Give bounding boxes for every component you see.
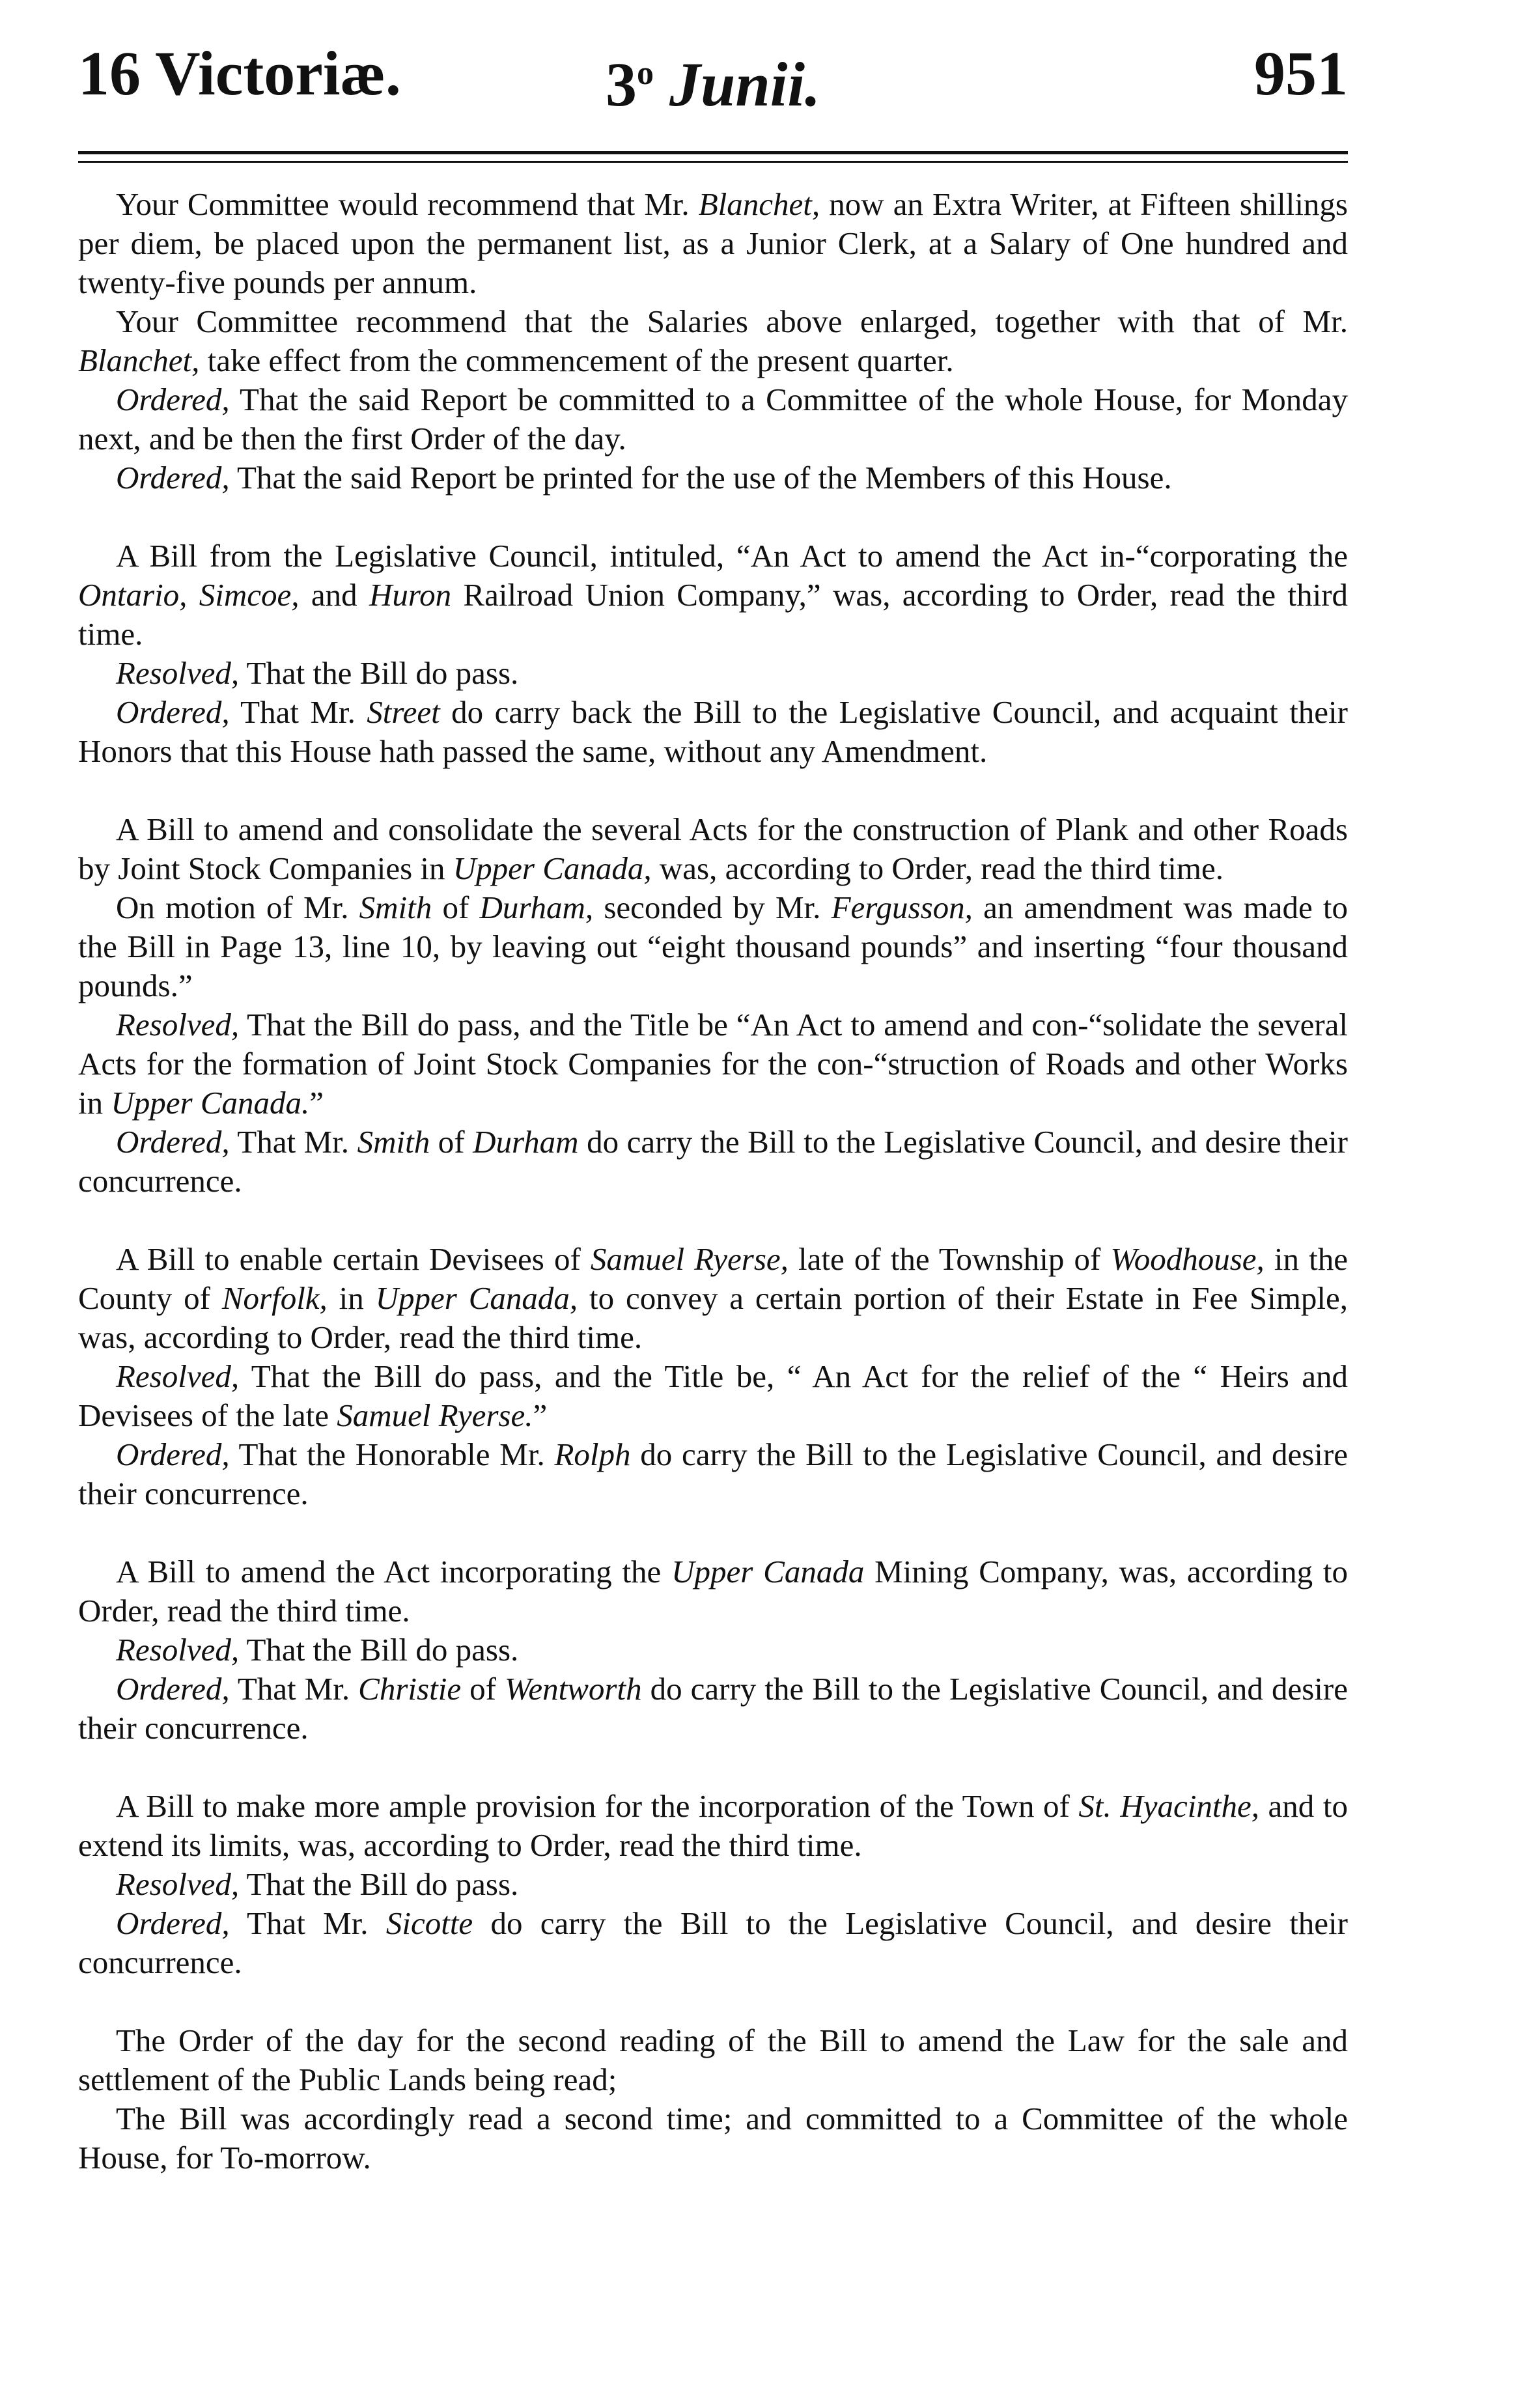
text-run: That the said Report be committed to a Committee of the whole House, for Monday next, and be then the first Order of the day. <box>78 382 1348 456</box>
journal-paragraph <box>78 810 1348 888</box>
journal-paragraph <box>78 1240 1348 1357</box>
italic-text-run: Blanchet, <box>698 186 820 222</box>
italic-text-run: Blanchet, <box>78 343 200 378</box>
text-run: late of the Township of <box>788 1241 1111 1277</box>
text-run: do carry the Bill to the Legislative Council, and desire their concurrence. <box>78 1671 1348 1746</box>
italic-text-run: Ordered, <box>116 1671 230 1707</box>
text-run: an amendment was made to the Bill in Page 13, line 10, by leaving out “eight thousand pounds” and inserting “four thousand pounds.” <box>78 889 1349 1003</box>
italic-text-run: Ordered, <box>116 1436 230 1472</box>
text-run: of <box>430 1124 473 1160</box>
italic-text-run: Durham <box>473 1124 579 1160</box>
journal-paragraph <box>78 693 1348 771</box>
italic-text-run: Wentworth <box>505 1671 642 1707</box>
text-run: That Mr. <box>229 1124 357 1160</box>
journal-paragraph <box>78 1631 1348 1670</box>
italic-text-run: Ordered, <box>116 1124 230 1160</box>
italic-text-run: Street <box>367 694 440 730</box>
journal-body <box>78 185 1348 2177</box>
italic-text-run: Upper Canada, <box>453 850 652 886</box>
text-run: Your Committee recommend that the Salaries above enlarged, together with that of Mr. <box>116 303 1348 339</box>
text-run: ” <box>309 1085 324 1121</box>
text-run: That Mr. <box>229 694 367 730</box>
text-run: That Mr. <box>229 1905 386 1941</box>
journal-paragraph <box>78 1005 1348 1123</box>
journal-paragraph <box>78 888 1348 1005</box>
italic-text-run: Samuel Ryerse. <box>337 1397 533 1433</box>
text-run: That the Bill do pass. <box>239 1632 519 1668</box>
text-run: That the Bill do pass. <box>239 655 519 691</box>
journal-paragraph <box>78 1552 1348 1631</box>
text-run: and <box>299 577 369 613</box>
text-run: On motion of Mr. <box>116 889 359 925</box>
italic-text-run: Ontario, Simcoe, <box>78 577 300 613</box>
journal-paragraph <box>78 1787 1348 1865</box>
text-run: Railroad Union Company,” was, according to Order, read the third time. <box>78 577 1349 652</box>
italic-text-run: Resolved, <box>116 655 240 691</box>
journal-paragraph <box>78 2099 1348 2177</box>
italic-text-run: Ordered, <box>116 460 230 496</box>
italic-text-run: Smith <box>359 889 432 925</box>
text-run: do carry the Bill to the Legislative Council, and desire their concurrence. <box>78 1905 1348 1980</box>
text-run: was, according to Order, read the third time. <box>651 850 1224 886</box>
journal-paragraph <box>78 380 1348 458</box>
header-regnal-year: 16 Victoriæ. <box>78 38 401 108</box>
text-run: Mining Company, was, according to Order, read the third time. <box>78 1554 1349 1629</box>
journal-paragraph <box>78 1435 1348 1513</box>
page-number: 951 <box>1254 38 1348 108</box>
text-run: and to extend its limits, was, according to Order, read the third time. <box>78 1788 1348 1863</box>
journal-paragraph <box>78 1904 1348 1982</box>
text-run: seconded by Mr. <box>593 889 832 925</box>
italic-text-run: Durham, <box>479 889 594 925</box>
italic-text-run: Resolved, <box>116 1866 240 1902</box>
text-run: That the Bill do pass, and the Title be “An Act to amend and con-“solidate the several Acts for the formation of Joint Stock Companies for the con-“struction of Roads and other Works in <box>78 1007 1348 1121</box>
italic-text-run: Ordered, <box>116 694 230 730</box>
italic-text-run: Ordered, <box>116 1905 230 1941</box>
text-run: A Bill to make more ample provision for the incorporation of the Town of <box>116 1788 1079 1824</box>
journal-paragraph <box>78 185 1348 302</box>
running-header <box>78 31 1348 119</box>
text-run: That the Honorable Mr. <box>229 1436 555 1472</box>
header-date-word: Junii. <box>669 49 821 119</box>
text-run: now an Extra Writer, at Fifteen shillings per diem, be placed upon the permanent list, as a Junior Clerk, at a Salary of One hundred and twenty-five pounds per annum. <box>78 186 1348 300</box>
text-run: A Bill from the Legislative Council, intituled, “An Act to amend the Act in-“corporating the <box>116 538 1348 574</box>
header-date-ordinal-suffix: o <box>636 55 654 92</box>
journal-paragraph <box>78 1357 1348 1435</box>
text-run: A Bill to amend and consolidate the several Acts for the construction of Plank and other Roads by Joint Stock Companies in <box>78 811 1348 886</box>
text-run: That Mr. <box>229 1671 359 1707</box>
italic-text-run: Resolved, <box>116 1632 240 1668</box>
text-run: That the said Report be printed for the use of the Members of this House. <box>229 460 1172 496</box>
italic-text-run: Woodhouse, <box>1110 1241 1265 1277</box>
italic-text-run: Fergusson, <box>831 889 973 925</box>
text-run: A Bill to amend the Act incorporating the <box>116 1554 672 1589</box>
text-run: Your Committee would recommend that Mr. <box>116 186 699 222</box>
italic-text-run: St. Hyacinthe, <box>1078 1788 1259 1824</box>
header-date <box>78 31 1348 127</box>
text-run: do carry the Bill to the Legislative Council, and desire their concurrence. <box>78 1436 1348 1511</box>
text-run: That the Bill do pass, and the Title be, “ An Act for the relief of the “ Heirs and Devisees of the late <box>78 1358 1348 1433</box>
text-run: ” <box>533 1397 548 1433</box>
italic-text-run: Norfolk, <box>221 1280 328 1316</box>
journal-paragraph <box>78 302 1348 380</box>
journal-paragraph <box>78 1123 1348 1201</box>
header-double-rule <box>78 151 1348 163</box>
text-run: do carry back the Bill to the Legislative Council, and acquaint their Honors that this House hath passed the same, without any Amendment. <box>78 694 1348 769</box>
italic-text-run: Upper Canada, <box>375 1280 578 1316</box>
italic-text-run: Upper Canada. <box>111 1085 310 1121</box>
text-run: do carry the Bill to the Legislative Council, and desire their concurrence. <box>78 1124 1348 1199</box>
italic-text-run: Huron <box>369 577 452 613</box>
text-run: That the Bill do pass. <box>239 1866 519 1902</box>
italic-text-run: Resolved, <box>116 1358 240 1394</box>
journal-paragraph <box>78 458 1348 497</box>
header-date-ordinal: 3 <box>605 49 637 119</box>
text-run: A Bill to enable certain Devisees of <box>116 1241 591 1277</box>
text-run: of <box>432 889 480 925</box>
journal-paragraph <box>78 1865 1348 1904</box>
text-run: to convey a certain portion of their Estate in Fee Simple, was, according to Order, read the third time. <box>78 1280 1349 1355</box>
italic-text-run: Rolph <box>554 1436 631 1472</box>
italic-text-run: Samuel Ryerse, <box>590 1241 789 1277</box>
italic-text-run: Smith <box>357 1124 430 1160</box>
text-run: of <box>461 1671 505 1707</box>
italic-text-run: Upper Canada <box>671 1554 865 1589</box>
text-run: in <box>327 1280 376 1316</box>
italic-text-run: Sicotte <box>385 1905 473 1941</box>
text-run: The Order of the day for the second reading of the Bill to amend the Law for the sale and settlement of the Public Lands being read; <box>78 2023 1348 2097</box>
journal-paragraph <box>78 2021 1348 2099</box>
journal-paragraph <box>78 1670 1348 1748</box>
journal-paragraph <box>78 537 1348 654</box>
text-run: The Bill was accordingly read a second time; and committed to a Committee of the whole House, for To-morrow. <box>78 2101 1348 2176</box>
journal-paragraph <box>78 654 1348 693</box>
text-run: in the County of <box>78 1241 1348 1316</box>
italic-text-run: Resolved, <box>116 1007 240 1043</box>
text-run: take effect from the commencement of the present quarter. <box>199 343 954 378</box>
italic-text-run: Ordered, <box>116 382 230 417</box>
italic-text-run: Christie <box>358 1671 462 1707</box>
